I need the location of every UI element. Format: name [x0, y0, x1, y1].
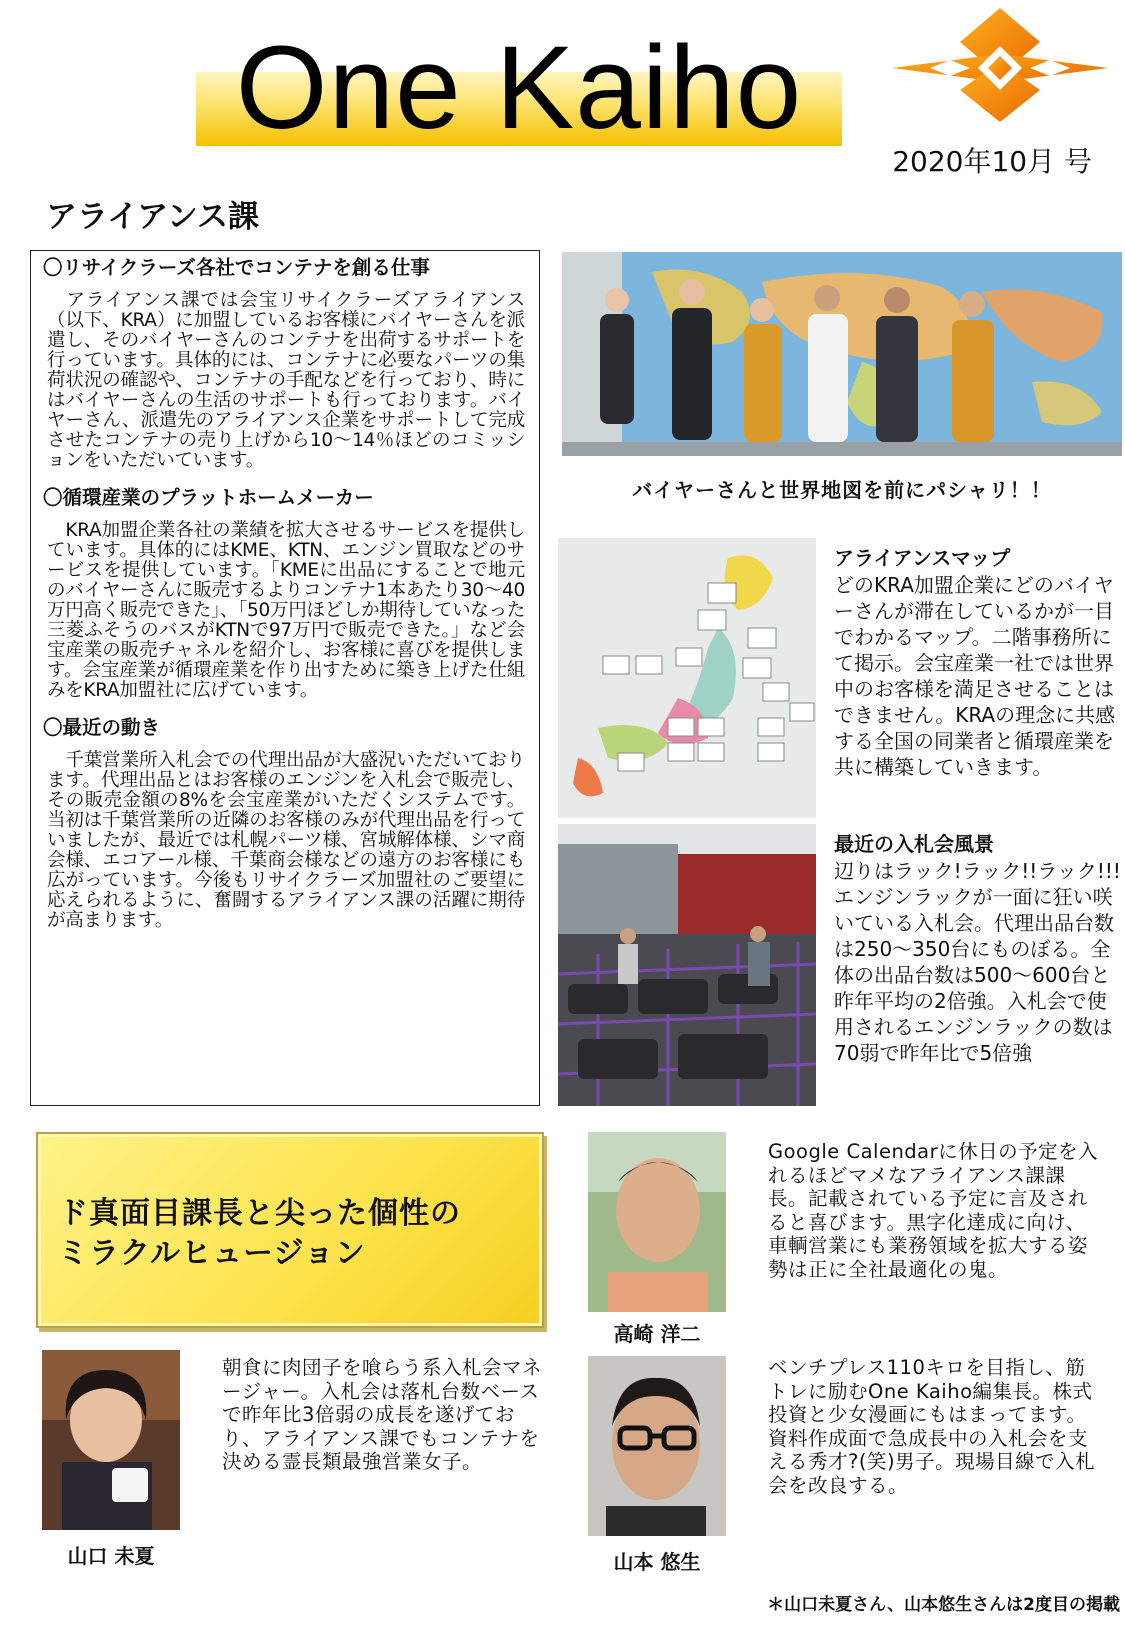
group-photo [562, 252, 1122, 456]
article-paragraph: アライアンス課では会宝リサイクラーズアライアンス（以下、KRA）に加盟しているお客様にバイヤーさんを派遣し、そのバイヤーさんのコンテナを出荷するサポートを行っています。具体的には、コンテナに必要なパーツの集荷状況の確認や、コンテナの手配などを行っており、時にはバイヤーさんの生活のサポートも行っております。バイヤーさん、派遣先のアライアンス企業をサポートして完成させたコンテナの売り上げから10～14％ほどのコミッションをいただいています。 [47, 290, 525, 471]
map-panel-body: どのKRA加盟企業にどのバイヤーさんが滞在しているかが一目でわかるマップ。二階事務所にて掲示。会宝産業一社では世界中のお客様を満足させることはできません。KRAの理念に共感する全国の同業者と循環産業を共に構築していきます。 [834, 573, 1116, 779]
article-heading: 〇リサイクラーズ各社でコンテナを創る仕事 [43, 256, 430, 279]
article-paragraph: 千葉営業所入札会での代理出品が大盛況いただいております。代理出品とはお客様のエンジンを入札会で販売し、その販売金額の8%を会宝産業がいただくシステムです。当初は千葉営業所の近隣のお客様のみが代理出品を行っていましたが、最近では札幌パーツ様、宮城解体様、シマ商会様、エコアール様、千葉商会様などの遠方のお客様にも広がっています。今後もリサイクラーズ加盟社のご要望に応えられるように、奮闘するアライアンス課の活躍に期待が高まります。 [47, 750, 525, 931]
profile-name: 高崎 洋二 [613, 1322, 701, 1346]
article-paragraph: KRA加盟企業各社の業績を拡大させるサービスを提供しています。具体的にはKME、KTN、エンジン買取などのサービスを提供しています。「KMEに出品にすることで地元のバイヤーさんに販売するよりコンテナ1本あたり30～40万円高く販売できた」、「50万円ほどしか期待していなった三菱ふそうのバスがKTNで97万円で販売できた。」など会宝産業の販売チャネルを紹介し、お客様に喜びを提供します。会宝産業が循環産業を作り出すために築き上げた仕組みをKRA加盟社に広げています。 [47, 520, 525, 701]
issue-date: 2020年10月 号 [892, 145, 1092, 178]
profile-bio: ベンチプレス110キロを目指し、筋トレに励むOne Kaiho編集長。株式投資と少女漫画にもはまってます。資料作成面で急成長中の入札会を支える秀才?(笑)男子。現場目線で入札会を改良する。 [768, 1356, 1096, 1497]
article-heading: 〇最近の動き [43, 716, 161, 739]
auction-panel [834, 830, 1122, 1102]
footnote: ＊山口未夏さん、山本悠生さんは2度目の掲載 [767, 1595, 1120, 1615]
auction-photo [558, 824, 816, 1106]
masthead-title: One Kaiho [235, 22, 803, 154]
profile-bio: 朝食に肉団子を喰らう系入札会マネージャー。入札会は落札台数ベースで昨年比3倍弱の成長を遂げており、アライアンス課でもコンテナを決める霊長類最強営業女子。 [222, 1356, 543, 1473]
photo-caption: バイヤーさんと世界地図を前にパシャリ！！ [632, 478, 1052, 502]
map-panel [834, 544, 1122, 812]
feature-headline-line2: ミラクルヒュージョン [58, 1236, 366, 1271]
company-logo-icon [890, 6, 1110, 124]
alliance-map-photo [558, 538, 816, 818]
article-heading: 〇循環産業のプラットホームメーカー [43, 486, 374, 509]
article-box [30, 250, 540, 1106]
feature-box [36, 1132, 544, 1328]
profile-name: 山本 悠生 [613, 1550, 701, 1574]
profile-photo-yamaguchi [42, 1350, 180, 1530]
profile-photo-yamamoto [588, 1356, 726, 1536]
map-panel-heading: アライアンスマップ [834, 546, 1011, 570]
profile-bio: Google Calendarに休日の予定を入れるほどマメなアライアンス課課長。記載されている予定に言及されると喜びます。黒字化達成に向け、車輌営業にも業務領域を拡大する姿勢は正に全社最適化の鬼。 [768, 1140, 1099, 1281]
profile-photo-takasaki [588, 1132, 726, 1312]
auction-panel-body: 辺りはラック!ラック!!ラック!!!エンジンラックが一面に狂い咲いている入札会。代理出品台数は250～350台にものぼる。全体の出品台数は500～600台と昨年平均の2倍強。入札会で使用されるエンジンラックの数は70弱で昨年比で5倍強 [834, 859, 1121, 1065]
profile-name: 山口 未夏 [67, 1544, 155, 1568]
auction-panel-heading: 最近の入札会風景 [834, 832, 994, 856]
feature-headline-line1: ド真面目課長と尖った個性の [58, 1196, 461, 1231]
section-title: アライアンス課 [46, 199, 259, 235]
